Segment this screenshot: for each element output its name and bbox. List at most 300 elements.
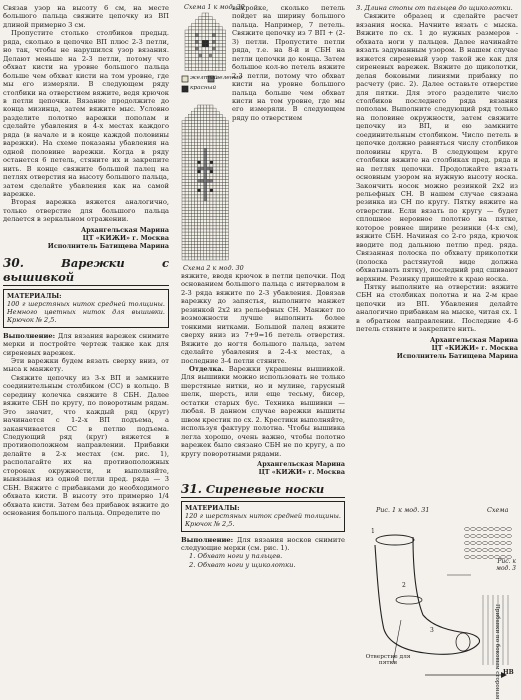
section-heading-30	[3, 256, 169, 286]
grid-cell	[188, 248, 191, 251]
grid-cell	[213, 161, 216, 164]
grid-cell	[219, 192, 222, 195]
grid-cell	[216, 207, 219, 210]
grid-cell	[201, 207, 204, 210]
grid-cell	[212, 33, 215, 36]
grid-cell	[201, 229, 204, 232]
grid-cell	[201, 152, 204, 155]
grid-cell	[213, 235, 216, 238]
grid-cell	[225, 155, 228, 158]
grid-cell	[198, 173, 201, 176]
grid-cell	[210, 158, 213, 161]
grid-cell	[213, 176, 216, 179]
grid-cell	[194, 179, 197, 182]
grid-cell	[225, 220, 228, 223]
grid-cell	[216, 223, 219, 226]
grid-cell	[219, 152, 222, 155]
grid-cell	[198, 105, 201, 108]
grid-cell	[194, 245, 197, 248]
grid-cell	[198, 136, 201, 139]
grid-cell	[185, 186, 188, 189]
grid-cell	[225, 226, 228, 229]
grid-cell	[191, 170, 194, 173]
grid-cell	[195, 50, 198, 53]
grid-cell	[195, 40, 198, 43]
grid-cell	[188, 251, 191, 254]
grid-cell	[225, 173, 228, 176]
grid-cell	[204, 114, 207, 117]
grid-cell	[213, 254, 216, 257]
grid-cell	[185, 241, 188, 244]
grid-cell	[209, 23, 212, 26]
grid-cell	[201, 148, 204, 151]
grid-cell	[216, 47, 219, 50]
grid-cell	[216, 136, 219, 139]
grid-cell	[207, 210, 210, 213]
grid-cell	[194, 229, 197, 232]
grid-cell	[185, 245, 188, 248]
grid-cell	[205, 13, 208, 16]
grid-cell	[198, 145, 201, 148]
stitch-mark	[501, 548, 506, 551]
grid-cell	[225, 145, 228, 148]
grid-cell	[188, 50, 191, 53]
grid-cell	[210, 176, 213, 179]
grid-cell	[198, 235, 201, 238]
grid-cell	[202, 57, 205, 60]
grid-cell	[216, 248, 219, 251]
grid-cell	[209, 27, 212, 30]
grid-cell	[205, 27, 208, 30]
grid-cell	[185, 217, 188, 220]
stitch-mark	[471, 541, 476, 544]
grid-cell	[207, 257, 210, 260]
grid-cell	[213, 158, 216, 161]
grid-cell	[194, 210, 197, 213]
grid-cell	[222, 170, 225, 173]
foot-outline	[375, 545, 479, 654]
grid-cell	[219, 229, 222, 232]
grid-cell	[191, 241, 194, 244]
grid-cell	[207, 223, 210, 226]
grid-cell	[210, 257, 213, 260]
grid-cell	[199, 54, 202, 57]
grid-cell	[219, 155, 222, 158]
grid-cell	[185, 50, 188, 53]
grid-cell	[210, 105, 213, 108]
grid-cell	[219, 133, 222, 136]
section-title: Сиреневые носки	[205, 481, 325, 496]
grid-cell	[198, 198, 201, 201]
grid-cell	[198, 251, 201, 254]
grid-cell	[195, 47, 198, 50]
grid-cell	[219, 37, 222, 40]
grid-cell	[201, 161, 204, 164]
grid-cell	[210, 217, 213, 220]
grid-cell	[222, 64, 225, 67]
grid-cell	[182, 130, 185, 133]
grid-cell	[194, 127, 197, 130]
grid-cell	[222, 257, 225, 260]
grid-cell	[202, 67, 205, 70]
grid-cell	[201, 226, 204, 229]
grid-cell	[194, 133, 197, 136]
grid-cell	[204, 229, 207, 232]
grid-cell	[213, 117, 216, 120]
grid-cell	[216, 238, 219, 241]
legend-yellow-swatch	[182, 76, 188, 82]
grid-cell	[216, 164, 219, 167]
grid-cell	[201, 108, 204, 111]
grid-cell	[185, 124, 188, 127]
grid-cell	[192, 67, 195, 70]
grid-cell	[209, 64, 212, 67]
grid-cell	[213, 195, 216, 198]
grid-cell	[207, 254, 210, 257]
grid-cell	[204, 105, 207, 108]
grid-cell	[199, 23, 202, 26]
grid-cell	[213, 189, 216, 192]
grid-cell	[201, 245, 204, 248]
exec-label: Выполнение:	[3, 331, 56, 340]
paragraph	[181, 365, 345, 458]
grid-cell	[198, 232, 201, 235]
grid-cell	[204, 251, 207, 254]
grid-cell	[185, 158, 188, 161]
grid-cell	[213, 192, 216, 195]
grid-cell	[210, 251, 213, 254]
grid-cell	[207, 173, 210, 176]
grid-cell	[219, 217, 222, 220]
grid-cell	[198, 204, 201, 207]
grid-cell	[222, 232, 225, 235]
grid-cell	[185, 223, 188, 226]
grid-cell	[210, 130, 213, 133]
exec-label: Выполнение:	[181, 535, 234, 544]
grid-cell	[213, 145, 216, 148]
grid-cell	[185, 235, 188, 238]
grid-cell	[222, 226, 225, 229]
grid-cell	[216, 121, 219, 124]
grid-cell	[219, 173, 222, 176]
grid-cell	[210, 241, 213, 244]
grid-cell	[188, 238, 191, 241]
grid-cell	[188, 61, 191, 64]
grid-cell	[204, 189, 207, 192]
grid-cell	[188, 57, 191, 60]
grid-cell	[204, 201, 207, 204]
grid-cell	[204, 210, 207, 213]
grid-cell	[207, 105, 210, 108]
grid-cell	[198, 121, 201, 124]
grid-cell	[209, 40, 212, 43]
grid-cell	[191, 198, 194, 201]
grid-cell	[204, 127, 207, 130]
grid-cell	[182, 121, 185, 124]
grid-cell	[194, 176, 197, 179]
grid-cell	[191, 161, 194, 164]
grid-cell	[207, 245, 210, 248]
grid-cell	[225, 257, 228, 260]
grid-cell	[207, 201, 210, 204]
grid-cell	[201, 111, 204, 114]
grid-cell	[185, 127, 188, 130]
grid-cell	[182, 167, 185, 170]
grid-cell	[191, 167, 194, 170]
grid-cell	[213, 257, 216, 260]
paragraph: Свяжите цепочку из 3-х ВП и замкните соединительным столбиком (СС) в кольцо. В середину колечка свяжите 8 СБН. Далее вяжите СБН по кругу, по поворотным рядам. Это значит, что каждый ряд (круг) начинается с 1-2-х ВП подъема, а заканчивается СС в петлю подъема. Следующий ряд (круг) вяжется в противоположном направлении. Прибавки делайте в 2-х местах (см. рис. 1), располагайте их на противоположных сторонах окружности, и выполняйте, вывязывая из одной петли пред. ряда — 3 СБН. Вяжите с прибавками до необходимого обхвата кисти. В высоту это примерно 1/4 обхвата кисти. Затем без прибавок вяжите до основания большого пальца. Определите по	[3, 373, 169, 518]
stitch-mark	[489, 534, 494, 537]
grid-cell	[222, 241, 225, 244]
grid-cell	[182, 248, 185, 251]
grid-cell	[192, 61, 195, 64]
grid-cell	[191, 145, 194, 148]
measure-number-2: 2	[402, 582, 406, 589]
grid-cell	[219, 254, 222, 257]
grid-cell	[201, 170, 204, 173]
grid-cell	[201, 257, 204, 260]
grid-cell	[219, 148, 222, 151]
grid-cell	[207, 186, 210, 189]
grid-cell	[216, 217, 219, 220]
grid-cell	[191, 248, 194, 251]
grid-cell	[204, 198, 207, 201]
grid-cell	[194, 108, 197, 111]
grid-cell	[194, 204, 197, 207]
grid-cell	[225, 133, 228, 136]
grid-cell	[198, 117, 201, 120]
stitch-mark	[501, 541, 506, 544]
grid-cell	[188, 229, 191, 232]
grid-cell	[207, 139, 210, 142]
grid-cell	[207, 207, 210, 210]
grid-cell	[182, 226, 185, 229]
grid-cell	[207, 136, 210, 139]
grid-cell	[201, 155, 204, 158]
grid-cell	[198, 220, 201, 223]
grid-cell	[219, 245, 222, 248]
grid-cell	[191, 142, 194, 145]
grid-cell	[222, 139, 225, 142]
legend-green-label: зеленый	[216, 75, 242, 81]
grid-cell	[210, 204, 213, 207]
grid-cell	[188, 142, 191, 145]
grid-cell	[198, 229, 201, 232]
grid-cell	[207, 117, 210, 120]
grid-cell	[207, 189, 210, 192]
grid-cell	[188, 54, 191, 57]
grid-cell	[199, 44, 202, 47]
column-2	[181, 272, 345, 569]
grid-cell	[185, 220, 188, 223]
figure-1-caption: Рис. 1 к мод. 31	[376, 506, 430, 514]
grid-cell	[191, 235, 194, 238]
grid-cell	[182, 204, 185, 207]
author-signature	[181, 460, 345, 476]
grid-cell	[209, 61, 212, 64]
grid-cell	[188, 44, 191, 47]
grid-cell	[207, 158, 210, 161]
grid-cell	[198, 158, 201, 161]
author-signature	[3, 226, 169, 250]
grid-cell	[185, 254, 188, 257]
grid-cell	[201, 248, 204, 251]
grid-cell	[225, 245, 228, 248]
grid-cell	[205, 33, 208, 36]
grid-cell	[204, 167, 207, 170]
grid-cell	[216, 148, 219, 151]
grid-cell	[194, 152, 197, 155]
grid-cell	[213, 139, 216, 142]
grid-cell	[185, 67, 188, 70]
grid-cell	[212, 27, 215, 30]
grid-cell	[225, 223, 228, 226]
grid-cell	[201, 204, 204, 207]
grid-cell	[191, 155, 194, 158]
grid-cell	[188, 158, 191, 161]
stitch-mark	[495, 548, 500, 551]
grid-cell	[207, 204, 210, 207]
grid-cell	[182, 152, 185, 155]
grid-cell	[225, 214, 228, 217]
grid-cell	[188, 139, 191, 142]
grid-cell	[210, 238, 213, 241]
grid-cell	[201, 130, 204, 133]
grid-cell	[201, 220, 204, 223]
grid-cell	[191, 195, 194, 198]
grid-cell	[185, 152, 188, 155]
grid-cell	[213, 207, 216, 210]
grid-cell	[225, 183, 228, 186]
grid-cell	[191, 232, 194, 235]
grid-cell	[213, 114, 216, 117]
grid-cell	[225, 235, 228, 238]
grid-cell	[222, 164, 225, 167]
grid-cell	[222, 186, 225, 189]
performer-name: Исполнитель Батищева Марина	[396, 351, 518, 360]
grid-cell	[204, 155, 207, 158]
grid-cell	[192, 40, 195, 43]
grid-cell	[222, 124, 225, 127]
grid-cell	[188, 192, 191, 195]
grid-cell	[195, 37, 198, 40]
grid-cell	[225, 198, 228, 201]
grid-cell	[185, 64, 188, 67]
grid-cell	[182, 155, 185, 158]
stitch-mark	[483, 541, 488, 544]
grid-cell	[194, 232, 197, 235]
grid-cell	[204, 142, 207, 145]
grid-cell	[219, 223, 222, 226]
grid-cell	[222, 61, 225, 64]
grid-cell	[216, 40, 219, 43]
label-hb: НВ	[503, 669, 514, 676]
grid-cell	[213, 214, 216, 217]
grid-cell	[216, 235, 219, 238]
grid-cell	[188, 183, 191, 186]
grid-cell	[198, 114, 201, 117]
grid-cell	[191, 238, 194, 241]
grid-cell	[225, 254, 228, 257]
grid-cell	[216, 44, 219, 47]
grid-cell	[225, 232, 228, 235]
grid-cell	[222, 40, 225, 43]
grid-cell	[188, 33, 191, 36]
grid-cell	[192, 50, 195, 53]
grid-cell	[198, 142, 201, 145]
grid-cell	[185, 207, 188, 210]
figure-3-caption: Рис. к мод. 3	[495, 558, 516, 572]
grid-cell	[216, 179, 219, 182]
grid-cell	[213, 121, 216, 124]
grid-cell	[213, 130, 216, 133]
grid-cell	[222, 223, 225, 226]
section-number: 30.	[3, 255, 24, 270]
grid-cell	[185, 37, 188, 40]
grid-cell	[209, 20, 212, 23]
grid-cell	[216, 158, 219, 161]
grid-cell	[210, 223, 213, 226]
grid-cell	[201, 232, 204, 235]
grid-cell	[209, 57, 212, 60]
grid-cell	[191, 207, 194, 210]
grid-cell	[213, 223, 216, 226]
stitch-mark	[477, 527, 482, 530]
grid-cell	[225, 121, 228, 124]
stitch-mark	[483, 548, 488, 551]
grid-cell	[192, 33, 195, 36]
grid-cell	[188, 241, 191, 244]
grid-cell	[192, 37, 195, 40]
grid-cell	[205, 44, 208, 47]
grid-cell	[216, 54, 219, 57]
grid-cell	[222, 37, 225, 40]
grid-cell	[204, 139, 207, 142]
grid-cell	[219, 241, 222, 244]
grid-cell	[204, 204, 207, 207]
grid-cell	[222, 251, 225, 254]
grid-cell	[216, 167, 219, 170]
grid-cell	[182, 201, 185, 204]
grid-cell	[191, 148, 194, 151]
grid-cell	[207, 198, 210, 201]
grid-cell	[225, 192, 228, 195]
grid-cell	[198, 195, 201, 198]
grid-cell	[185, 173, 188, 176]
grid-cell	[182, 220, 185, 223]
grid-cell	[202, 37, 205, 40]
grid-cell	[191, 223, 194, 226]
grid-cell	[209, 44, 212, 47]
grid-cell	[188, 124, 191, 127]
grid-cell	[219, 238, 222, 241]
grid-cell	[222, 145, 225, 148]
grid-cell	[191, 245, 194, 248]
grid-cell	[188, 232, 191, 235]
grid-cell	[216, 111, 219, 114]
grid-cell	[188, 201, 191, 204]
grid-cell	[185, 189, 188, 192]
grid-cell	[192, 44, 195, 47]
label-heel-hole: Отверстие для пятки	[365, 654, 411, 666]
grid-cell	[225, 148, 228, 151]
grid-cell	[213, 248, 216, 251]
grid-cell	[185, 61, 188, 64]
grid-cell	[216, 245, 219, 248]
grid-cell	[212, 40, 215, 43]
grid-cell	[182, 127, 185, 130]
grid-cell	[202, 23, 205, 26]
